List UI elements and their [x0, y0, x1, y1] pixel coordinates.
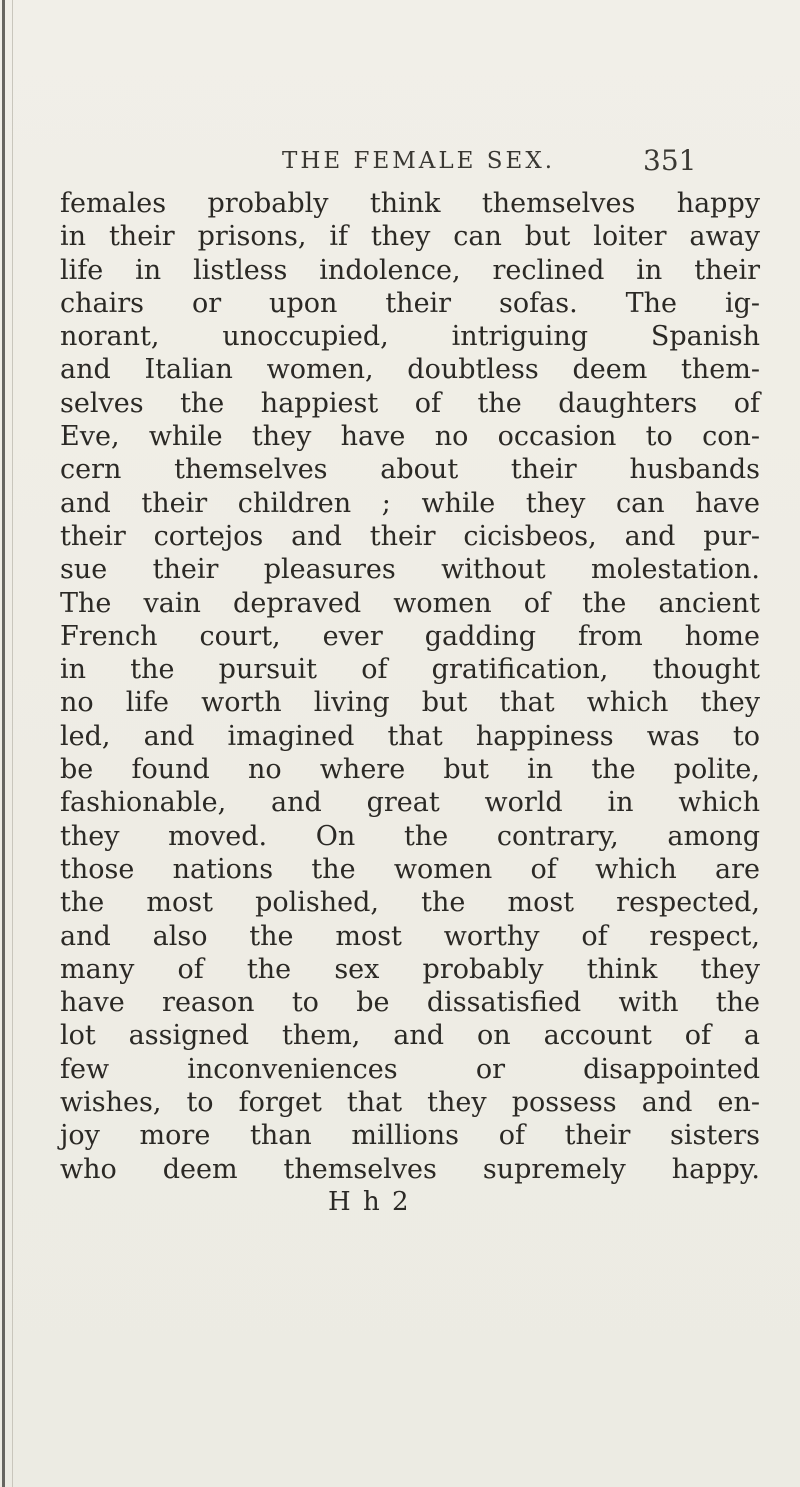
page-number: 351 — [643, 144, 697, 177]
text-line: chairs or upon their sofas. The ig- — [60, 287, 760, 319]
text-line: be found no where but in the polite, — [60, 754, 760, 786]
running-head: THE FEMALE SEX. — [282, 148, 556, 174]
text-line: and Italian women, doubtless deem them- — [60, 354, 760, 386]
text-line: in their prisons, if they can but loiter away — [60, 221, 760, 253]
text-line: the most polished, the most respected, — [60, 887, 760, 919]
page-header — [0, 146, 800, 186]
text-line: sue their pleasures without molestation. — [60, 554, 760, 586]
page-edge-shadow — [2, 0, 5, 1487]
signature-mark: H h 2 — [328, 1187, 411, 1217]
text-line: few inconveniences or disappointed — [60, 1053, 760, 1085]
text-line: fashionable, and great world in which — [60, 787, 760, 819]
text-line: their cortejos and their cicisbeos, and pur- — [60, 520, 760, 552]
text-line: selves the happiest of the daughters of — [60, 387, 760, 419]
text-line: norant, unoccupied, intriguing Spanish — [60, 321, 760, 353]
text-line: they moved. On the contrary, among — [60, 820, 760, 852]
text-line: who deem themselves supremely happy. — [60, 1153, 760, 1185]
text-line: and also the most worthy of respect, — [60, 920, 760, 952]
text-line: and their children ; while they can have — [60, 487, 760, 519]
text-line: lot assigned them, and on account of a — [60, 1020, 760, 1052]
text-line: no life worth living but that which they — [60, 687, 760, 719]
text-line: have reason to be dissatisfied with the — [60, 987, 760, 1019]
page-gutter-line — [12, 0, 13, 1487]
text-line: many of the sex probably think they — [60, 953, 760, 985]
text-line: Eve, while they have no occasion to con- — [60, 421, 760, 453]
text-line: cern themselves about their husbands — [60, 454, 760, 486]
text-line: those nations the women of which are — [60, 853, 760, 885]
text-line: wishes, to forget that they possess and en- — [60, 1087, 760, 1119]
text-line: life in listless indolence, reclined in their — [60, 254, 760, 286]
text-line: The vain depraved women of the ancient — [60, 587, 760, 619]
text-line: females probably think themselves happy — [60, 188, 760, 219]
text-line: French court, ever gadding from home — [60, 620, 760, 652]
text-line: led, and imagined that happiness was to — [60, 720, 760, 752]
body-text — [60, 187, 760, 1217]
text-line: joy more than millions of their sisters — [60, 1120, 760, 1152]
text-line: in the pursuit of gratification, thought — [60, 654, 760, 686]
